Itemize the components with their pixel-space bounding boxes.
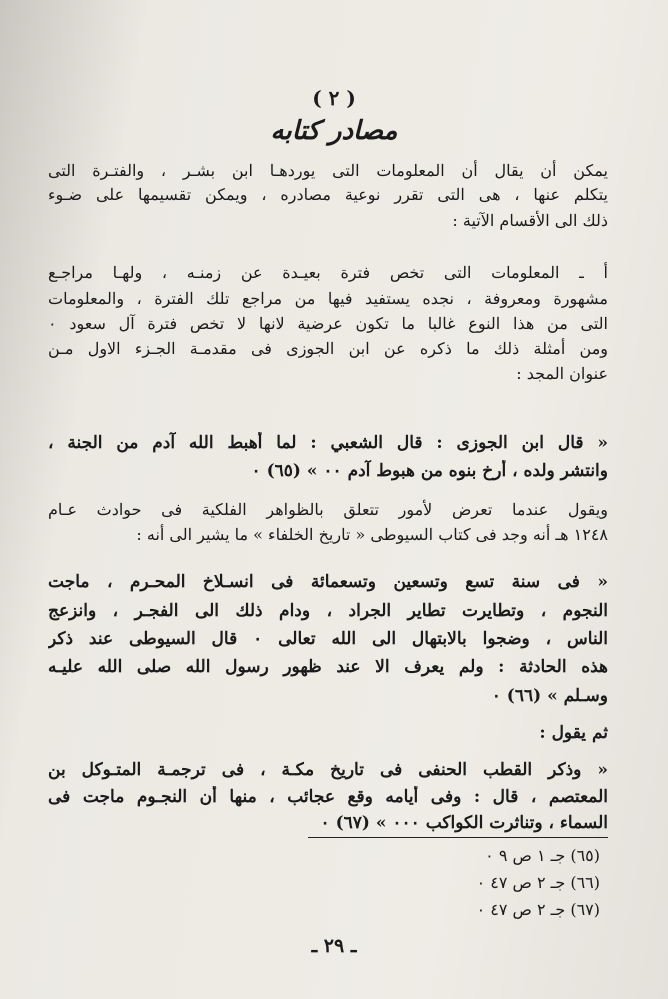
point-a-line: التى من هذا النوع غالبا ما تكون عرضية لانها لا تخص فترة آل سعود ٠ <box>48 314 608 333</box>
section-number: ( ٢ ) <box>312 86 356 110</box>
quote-2-line: وسـلم » (٦٦) ٠ <box>491 686 608 706</box>
footnote-item: (٦٥) جـ ١ ص ٩ ٠ <box>485 846 600 865</box>
quote-1-line: وانتشر ولده ، أرخ بنوه من هبوط آدم ٠٠ » (٦٥) ٠ <box>251 461 608 481</box>
quote-2-line: النجوم ، وتطايرت تطاير الجراد ، ودام ذلك الى الفجـر ، وانزعج <box>48 601 608 621</box>
intro-line: يتكلم عنها ، هى التى تقرر نوعية مصادره ، ويمكن تقسيمها على ضـوء <box>48 185 608 204</box>
quote-2-line: الناس ، وضجوا بالابتهال الى الله تعالى ٠ قال السيوطى عند ذكر <box>48 629 608 649</box>
footnote-divider <box>308 837 608 838</box>
point-a-line: عنوان المجد : <box>516 364 608 383</box>
point-a-line: ومن أمثلة ذلك ما ذكره عن ابن الجوزى فى مقدمـة الجـزء الاول مـن <box>48 339 608 358</box>
quote-1-line: « قال ابن الجوزى : قال الشعبي : لما أهبط الله آدم من الجنة ، <box>48 433 608 453</box>
quote-2-line: هذه الحادثة : ولم يعرف الا عند ظهور رسول الله صلى الله عليـه <box>48 657 608 677</box>
intro-line: يمكن أن يقال أن المعلومات التى يوردهـا ابن بشـر ، والفتـرة التى <box>48 161 608 180</box>
point-a-line: أ ـ المعلومات التى تخص فترة بعيـدة عن زمنـه ، ولهـا مراجـع <box>48 263 608 282</box>
page-number: ـ ٢٩ ـ <box>311 935 357 957</box>
section-title: مصادر كتابه <box>270 116 398 146</box>
quote-3-line: السماء ، وتناثرت الكواكب ٠٠٠ » (٦٧) ٠ <box>320 813 608 833</box>
quote-2-line: « فى سنة تسع وتسعين وتسعمائة فى انسـلاخ المحـرم ، ماجت <box>48 572 608 592</box>
footnote-item: (٦٦) جـ ٢ ص ٤٧ ٠ <box>476 873 600 892</box>
para-2-line: ١٢٤٨ هـ أنه وجد فى كتاب السيوطى « تاريخ الخلفاء » ما يشير الى أنه : <box>136 525 608 544</box>
intro-line: ذلك الى الأقسام الآتية : <box>452 211 608 230</box>
quote-3-line: المعتصم ، قال : وفى أيامه وقع عجائب ، منها أن النجـوم ماجت فى <box>48 787 608 807</box>
para-2-line: ويقول عندما تعرض لأمور تتعلق بالظواهر الفلكية فى حوادث عـام <box>48 500 608 519</box>
footnote-item: (٦٧) جـ ٢ ص ٤٧ ٠ <box>476 900 600 919</box>
point-a-line: مشهورة ومعروفة ، نجده يستفيد فيها من مراجع تلك الفترة ، والمعلومات <box>48 289 608 308</box>
quote-3-line: « وذكر القطب الحنفى فى تاريخ مكـة ، فى ترجمـة المتـوكل بن <box>48 760 608 780</box>
then-says-heading: ثم يقول : <box>539 723 608 743</box>
